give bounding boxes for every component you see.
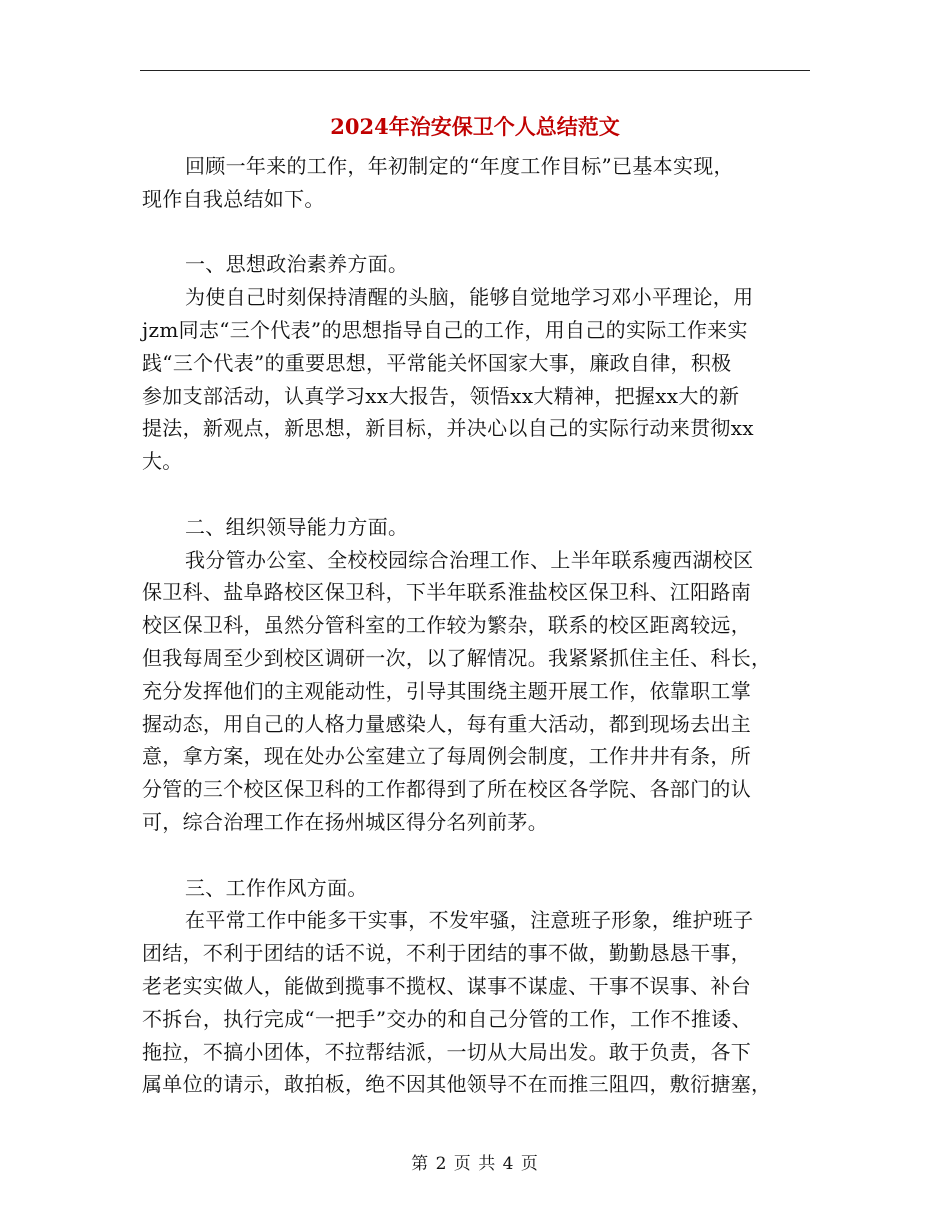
text-line: 拖拉，不搞小团体，不拉帮结派，一切从大局出发。敢于负责，各下 — [142, 1039, 751, 1064]
text-line: 校区保卫科，虽然分管科室的工作较为繁杂，联系的校区距离较远， — [142, 613, 751, 638]
text-line: 提法，新观点，新思想，新目标，并决心以自己的实际行动来贯彻xx — [142, 416, 754, 441]
paragraph-gap — [142, 839, 810, 872]
text-line: 参加支部活动，认真学习xx大报告，领悟xx大精神，把握xx大的新 — [142, 383, 740, 408]
paragraph — [142, 281, 810, 478]
document-body — [142, 150, 810, 1101]
text-line: 老老实实做人，能做到揽事不揽权、谋事不谋虚、干事不误事、补台 — [142, 973, 751, 998]
document-title: 2024年治安保卫个人总结范文 — [330, 114, 620, 139]
text-line: 充分发挥他们的主观能动性，引导其围绕主题开展工作，依靠职工掌 — [142, 678, 751, 703]
text-line: 团结，不利于团结的话不说，不利于团结的事不做，勤勤恳恳干事， — [142, 941, 751, 966]
text-line: 属单位的请示，敢拍板，绝不因其他领导不在而推三阻四，敷衍搪塞， — [142, 1072, 772, 1097]
text-line: 分管的三个校区保卫科的工作都得到了所在校区各学院、各部门的认 — [142, 777, 751, 802]
paragraph — [142, 872, 810, 905]
text-line: 不拆台，执行完成“一把手”交办的和自己分管的工作，工作不推诿、 — [142, 1006, 752, 1031]
text-line: 现作自我总结如下。 — [142, 186, 325, 211]
paragraph — [142, 248, 810, 281]
header-rule — [140, 70, 810, 71]
text-line: 为使自己时刻保持清醒的头脑，能够自觉地学习邓小平理论，用 — [185, 285, 754, 310]
text-line: jzm同志“三个代表”的思想指导自己的工作，用自己的实际工作来实 — [142, 317, 748, 342]
text-line: 践“三个代表”的重要思想，平常能关怀国家大事，廉政自律，积极 — [142, 350, 732, 375]
text-line: 大。 — [142, 449, 183, 474]
page-footer: 第 2 页 共 4 页 — [411, 1154, 539, 1174]
paragraph — [142, 150, 810, 216]
paragraph-gap — [142, 478, 810, 511]
text-line: 意，拿方案，现在处办公室建立了每周例会制度，工作井井有条，所 — [142, 744, 751, 769]
text-line: 三、工作作风方面。 — [185, 875, 368, 900]
text-line: 但我每周至少到校区调研一次，以了解情况。我紧紧抓住主任、科长， — [142, 645, 772, 670]
text-line: 保卫科、盐阜路校区保卫科，下半年联系淮盐校区保卫科、江阳路南 — [142, 580, 751, 605]
paragraph — [142, 544, 810, 839]
text-line: 一、思想政治素养方面。 — [185, 252, 409, 277]
paragraph-gap — [142, 216, 810, 249]
text-line: 二、组织领导能力方面。 — [185, 514, 409, 539]
text-line: 我分管办公室、全校校园综合治理工作、上半年联系瘦西湖校区 — [185, 547, 754, 572]
paragraph — [142, 904, 810, 1101]
text-line: 回顾一年来的工作，年初制定的“年度工作目标”已基本实现， — [185, 154, 734, 178]
paragraph — [142, 511, 810, 544]
text-line: 可，综合治理工作在扬州城区得分名列前茅。 — [142, 809, 548, 834]
text-line: 在平常工作中能多干实事，不发牢骚，注意班子形象，维护班子 — [185, 908, 754, 933]
text-line: 握动态，用自己的人格力量感染人，每有重大活动，都到现场去出主 — [142, 711, 751, 736]
